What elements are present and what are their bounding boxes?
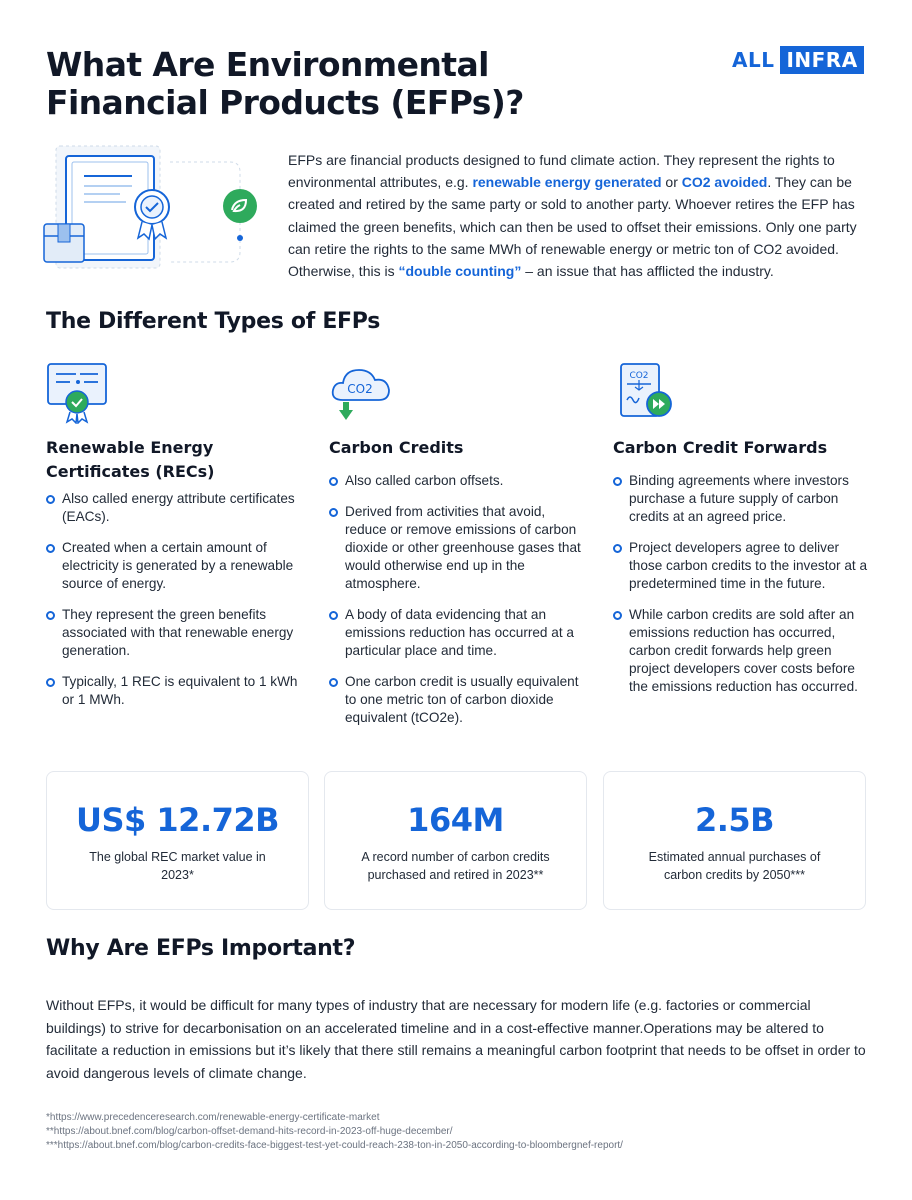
type-title-recs: Renewable Energy Certificates (RECs) <box>46 438 215 481</box>
logo-text-all: ALL <box>732 48 775 72</box>
why-heading: Why Are EFPs Important? <box>46 936 356 961</box>
intro-text-2: or <box>661 174 682 191</box>
carbon-credits-bullet-list <box>329 472 585 727</box>
type-title-carbon-credit-forwards: Carbon Credit Forwards <box>613 438 828 457</box>
intro-text-1: EFPs are financial products designed to fund climate action. They represent the rights to environmental attributes, e.g. <box>288 152 835 191</box>
recs-bullet-list <box>46 490 306 709</box>
list-item: While carbon credits are sold after an emissions reduction has occurred, carbon credit forwards help green project developers cover costs before the emissions reduction has occurred. <box>613 606 869 696</box>
list-item: Also called carbon offsets. <box>329 472 585 490</box>
list-item: One carbon credit is usually equivalent to one metric ton of carbon dioxide equivalent (tCO2e). <box>329 673 585 727</box>
stat-label: Estimated annual purchases of carbon credits by 2050*** <box>648 850 821 882</box>
intro-text-4: – an issue that has afflicted the industry. <box>521 263 774 280</box>
reference-link[interactable]: **https://about.bnef.com/blog/carbon-offset-demand-hits-record-in-2023-off-huge-december/ <box>46 1126 453 1137</box>
page-title-line-1: What Are Environmental <box>46 45 489 84</box>
stat-card-2050-purchases <box>603 771 866 910</box>
list-item: Derived from activities that avoid, reduce or remove emissions of carbon dioxide or other greenhouse gases that would otherwise end up in the atmosphere. <box>329 503 585 593</box>
type-card-carbon-credit-forwards <box>613 360 869 709</box>
stat-value: 164M <box>407 801 504 839</box>
intro-highlight-co2: CO2 avoided <box>681 174 768 191</box>
references <box>46 1111 871 1153</box>
co2-icon-text: CO2 <box>347 382 373 396</box>
carbon-credit-forwards-bullet-list <box>613 472 869 696</box>
reference-link[interactable]: ***https://about.bnef.com/blog/carbon-credits-face-biggest-test-yet-could-reach-238-ton-in-2050-according-to-bloombergnef-report/ <box>46 1140 623 1151</box>
types-heading: The Different Types of EFPs <box>46 309 381 334</box>
allinfra-logo <box>732 45 864 75</box>
stat-label: The global REC market value in 2023* <box>89 850 266 882</box>
stat-label: A record number of carbon credits purchased and retired in 2023** <box>361 850 550 882</box>
stat-card-rec-market <box>46 771 309 910</box>
certificate-badge-icon <box>46 360 110 424</box>
certificate-illustration <box>40 140 275 275</box>
co2-contract-icon-text: CO2 <box>629 371 649 381</box>
stat-card-carbon-credits-record <box>324 771 587 910</box>
why-paragraph: Without EFPs, it would be difficult for many types of industry that are necessary for modern life (e.g. factories or commercial buildings) to strive for decarbonisation on an accelerated timeline and in a cost-effective manner.Operations may be altered to facilitate a reduction in emissions but it’s likely that there still remains a meaningful carbon footprint that needs to be offset in order to avoid dangerous levels of climate change. <box>46 997 866 1081</box>
intro-text-3: . They can be created and retired by the same party or sold to another party. Whoever retires the EFP has claimed the green benefits, which can then be used to offset their emissions. Only one party can retire the rights to the same MWh of renewable energy or metric ton of CO2 avoided. Otherwise, this is <box>288 174 857 280</box>
page-title-line-2: Financial Products (EFPs)? <box>46 83 524 122</box>
logo-text-infra: INFRA <box>780 46 863 74</box>
reference-link[interactable]: *https://www.precedenceresearch.com/renewable-energy-certificate-market <box>46 1112 380 1123</box>
list-item: Also called energy attribute certificates (EACs). <box>46 490 306 526</box>
co2-cloud-icon <box>329 360 393 424</box>
list-item: A body of data evidencing that an emissions reduction has occurred at a particular place and time. <box>329 606 585 660</box>
list-item: Binding agreements where investors purchase a future supply of carbon credits at an agreed price. <box>613 472 869 526</box>
type-title-carbon-credits: Carbon Credits <box>329 438 464 457</box>
page-title <box>46 46 646 122</box>
list-item: Project developers agree to deliver those carbon credits to the investor at a predetermined time in the future. <box>613 539 869 593</box>
intro-paragraph <box>288 149 870 282</box>
stat-value: 2.5B <box>694 801 775 839</box>
list-item: They represent the green benefits associated with that renewable energy generation. <box>46 606 306 660</box>
list-item: Typically, 1 REC is equivalent to 1 kWh or 1 MWh. <box>46 673 306 709</box>
co2-contract-icon <box>613 360 677 424</box>
intro-highlight-double-counting: “double counting” <box>398 263 522 280</box>
list-item: Created when a certain amount of electricity is generated by a renewable source of energy. <box>46 539 306 593</box>
type-card-recs <box>46 360 306 722</box>
type-card-carbon-credits <box>329 360 585 740</box>
stat-value: US$ 12.72B <box>75 801 280 839</box>
intro-highlight-renewable: renewable energy generated <box>472 174 662 191</box>
